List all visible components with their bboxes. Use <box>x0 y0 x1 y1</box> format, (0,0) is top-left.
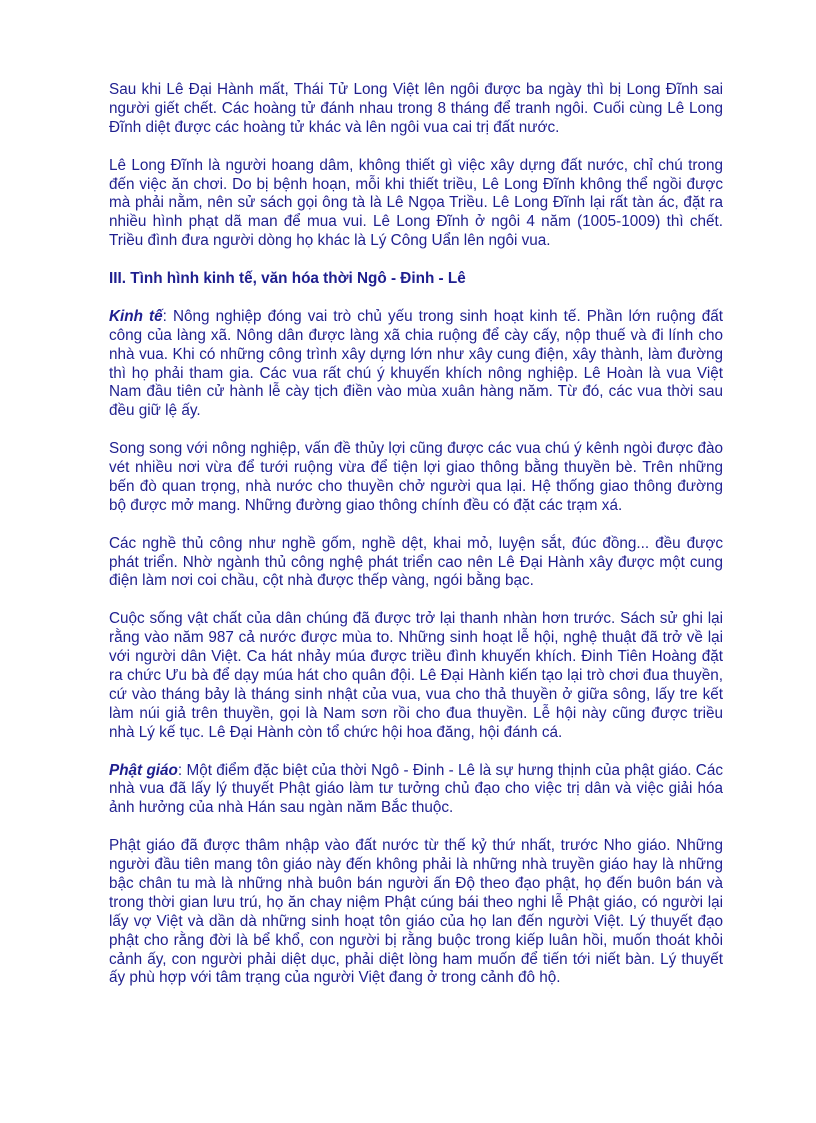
paragraph-irrigation: Song song với nông nghiệp, vấn đề thủy lợi cũng được các vua chú ý kênh ngòi được đào vét nhiều nơi vừa để tưới ruộng vừa để tiện lợi giao thông bằng thuyền bè. Trên những bến đò quan trọng, nhà nước cho thuyền chở người qua lại. Hệ thống giao thông đường bộ được mở mang. Những đường giao thông chính đều có đặt các trạm xá. <box>109 440 723 514</box>
paragraph-economy <box>109 308 723 421</box>
paragraph-le-long-dinh: Lê Long Đĩnh là người hoang dâm, không thiết gì việc xây dựng đất nước, chỉ chú trong đến việc ăn chơi. Do bị bệnh hoạn, mỗi khi thiết triều, Lê Long Đĩnh không thể ngồi được mà phải nằm, nên sử sách gọi ông tà là Lê Ngọa Triều. Lê Long Đĩnh lại rất tàn ác, đặt ra nhiều hình phạt dã man để mua vui. Lê Long Đĩnh ở ngôi 4 năm (1005-1009) thì chết. Triều đình đưa người dòng họ khác là Lý Công Uẩn lên ngôi vua. <box>109 156 723 250</box>
document-page <box>109 81 723 1007</box>
paragraph-crafts: Các nghề thủ công như nghề gốm, nghề dệt, khai mỏ, luyện sắt, đúc đồng... đều được phát triển. Nhờ ngành thủ công nghệ phát triển cao nên Lê Đại Hành xây được một cung điện làm nơi coi chầu, cột nhà được thếp vàng, ngói bằng bạc. <box>109 534 723 590</box>
paragraph-buddhism-history: Phật giáo đã được thâm nhập vào đất nước từ thế kỷ thứ nhất, trước Nho giáo. Những người đầu tiên mang tôn giáo này đến không phải là những nhà truyền giáo hay là những bậc chân tu mà là những nhà buôn bán người ấn Độ theo đạo phật, họ đến buôn bán và trong thời gian lưu trú, họ ăn chay niệm Phật cúng bái theo nghi lễ Phật giáo, có người lại lấy vợ Việt và dần dà những sinh hoạt tôn giáo của họ lan đến người Việt. Lý thuyết đạo phật cho rằng đời là bể khổ, con người bị rằng buộc trong kiếp luân hồi, muốn thoát khỏi cảnh ấy, con người phải diệt dục, phải diệt lòng ham muốn để tiến tới niết bàn. Lý thuyết ấy phù hợp với tâm trạng của người Việt đang ở trong cảnh đô hộ. <box>109 837 723 987</box>
section-heading: III. Tình hình kinh tế, văn hóa thời Ngô - Đinh - Lê <box>109 270 466 288</box>
paragraph-buddhism <box>109 762 723 819</box>
paragraph-culture: Cuộc sống vật chất của dân chúng đã được trở lại thanh nhàn hơn trước. Sách sử ghi lại rằng vào năm 987 cả nước được mùa to. Những sinh hoạt lễ hội, nghệ thuật đã trở về lại với người dân Việt. Ca hát nhảy múa được triều đình khuyến khích. Đinh Tiên Hoàng đặt ra chức Ưu bà để dạy múa hát cho quân đội. Lê Đại Hành kiến tạo lại trò chơi đua thuyền, cứ vào tháng bảy là tháng sinh nhật của vua, vua cho thả thuyền ở giữa sông, lấy tre kết làm núi giả trên thuyền, gọi là Nam sơn rồi cho đua thuyền. Lễ hội này cũng được triều nhà Lý kế tục. Lê Đại Hành còn tổ chức hội hoa đăng, hội đánh cá. <box>109 610 723 741</box>
paragraph-succession: Sau khi Lê Đại Hành mất, Thái Tử Long Việt lên ngôi được ba ngày thì bị Long Đĩnh sai người giết chết. Các hoàng tử đánh nhau trong 8 tháng để tranh ngôi. Cuối cùng Lê Long Đĩnh diệt được các hoàng tử khác và lên ngôi vua cai trị đất nước. <box>109 81 723 136</box>
buddhism-lead-term: Phật giáo <box>109 761 178 779</box>
buddhism-body: : Một điểm đặc biệt của thời Ngô - Đinh - Lê là sự hưng thịnh của phật giáo. Các nhà vua đã lấy lý thuyết Phật giáo làm tư tưởng chủ đạo cho việc trị dân và việc giải hóa ảnh hưởng của nhà Hán sau ngàn năm Bắc thuộc. <box>109 761 724 817</box>
economy-lead-term: Kinh tế <box>109 307 163 325</box>
economy-body: : Nông nghiệp đóng vai trò chủ yếu trong sinh hoạt kinh tế. Phần lớn ruộng đất công của làng xã. Nông dân được làng xã chia ruộng để cày cấy, nộp thuế và đi lính cho nhà vua. Khi có những công trình xây dựng lớn như xây cung điện, xây thành, làm đường thì họ phải tham gia. Các vua rất chú ý khuyến khích nông nghiệp. Lê Hoàn là vua Việt Nam đầu tiên cử hành lễ cày tịch điền vào mùa xuân hàng năm. Từ đó, các vua thời sau đều giữ lệ ấy. <box>109 307 723 420</box>
